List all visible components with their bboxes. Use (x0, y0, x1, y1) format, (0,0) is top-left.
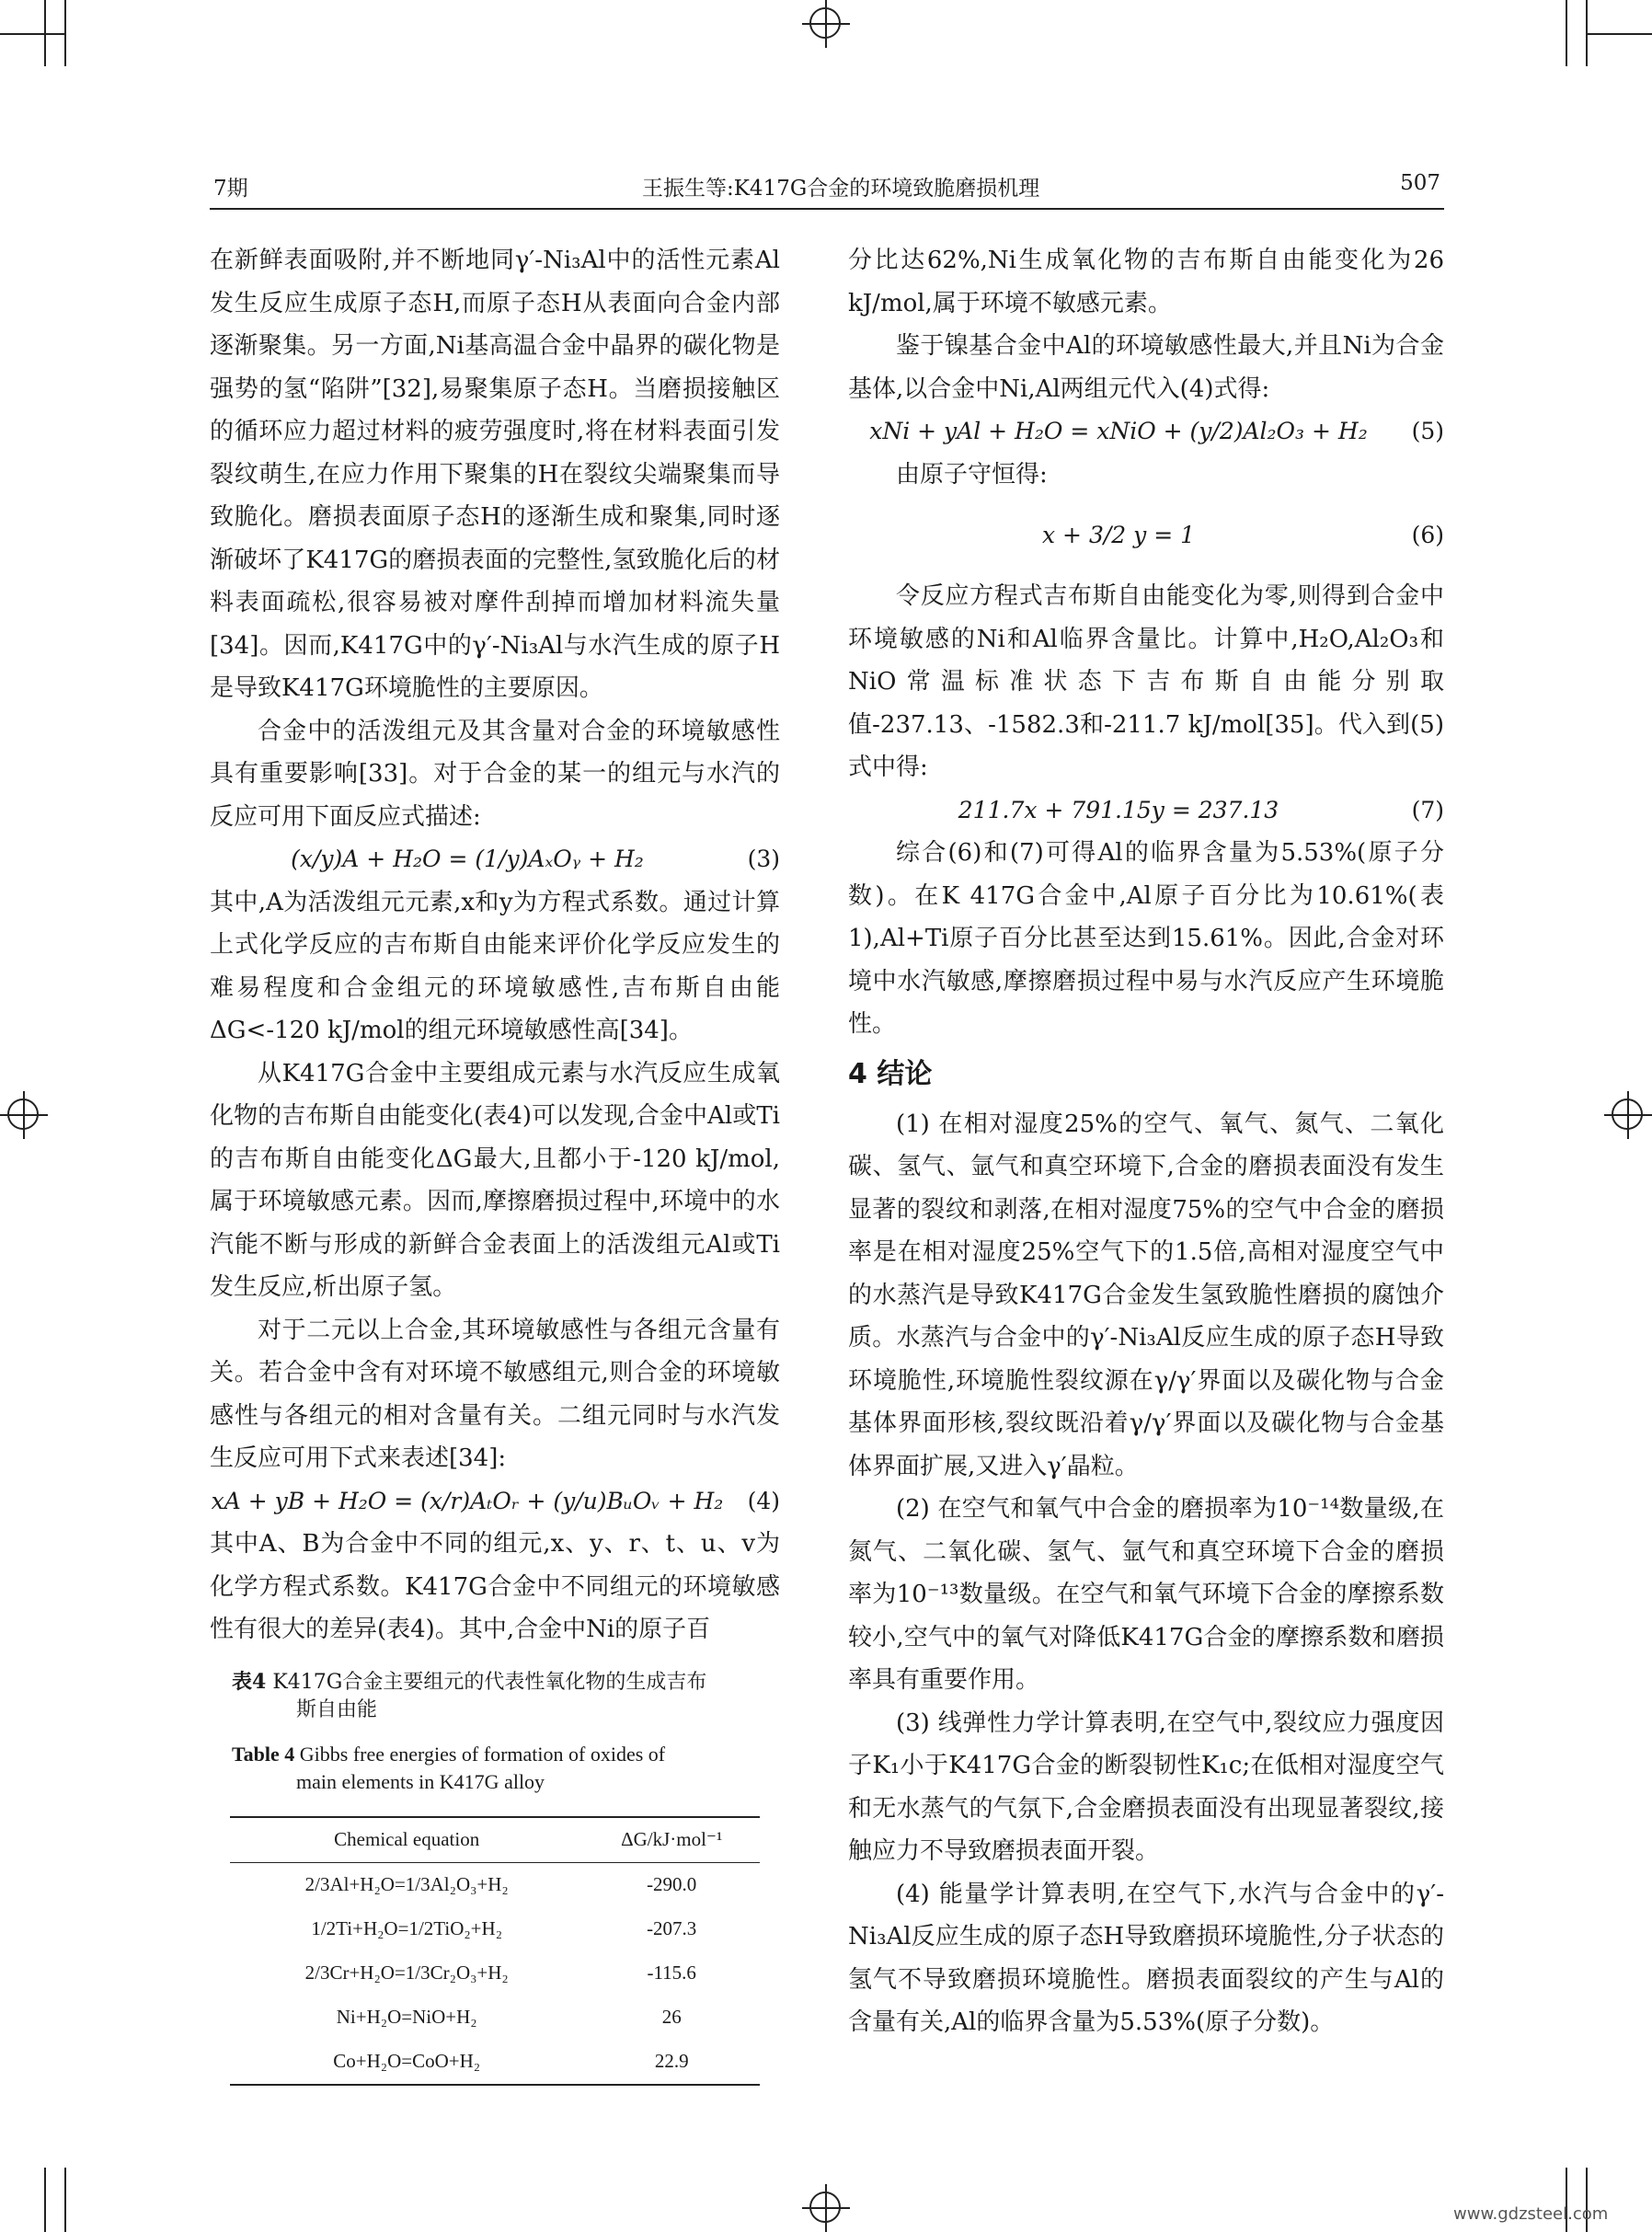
paragraph: 合金中的活泼组元及其含量对合金的环境敏感性具有重要影响[33]。对于合金的某一的组元与水汽的反应可用下面反应式描述: (210, 717, 780, 831)
table-cell: -290.0 (647, 1873, 697, 1895)
equation-number: (4) (747, 1487, 780, 1514)
table-caption-zh-text: K417G合金主要组元的代表性氧化物的生成吉布 (272, 1670, 707, 1694)
right-column (848, 239, 1444, 2044)
equation-body: xNi + yAl + H₂O = xNiO + (y/2)Al₂O₃ + H₂ (869, 418, 1368, 444)
table-cell: 26 (661, 2006, 682, 2028)
registration-mark-top (802, 0, 850, 48)
equation-number: (7) (1411, 796, 1444, 823)
equation-number: (6) (1411, 522, 1444, 548)
equation-6 (848, 496, 1444, 575)
table-row (230, 1996, 760, 2040)
equation-number: (3) (747, 846, 780, 872)
crop-mark-bottom-left-v (44, 2168, 46, 2232)
paragraph: 由原子守恒得: (896, 460, 1048, 489)
table-cell: 2/3Al+H₂O=1/3Al₂O₃+H₂ (304, 1873, 509, 1895)
crop-mark-top-right-h (1586, 33, 1652, 35)
table-caption-en-cont: main elements in K417G alloy (296, 1769, 545, 1793)
equation-4 (210, 1480, 780, 1524)
paragraph: 分比达62%,Ni生成氧化物的吉布斯自由能变化为26 kJ/mol,属于环境不敏感元素。 (848, 247, 1444, 317)
crop-mark-top-left-h (0, 33, 66, 35)
paragraph: 从K417G合金中主要组成元素与水汽反应生成氧化物的吉布斯自由能变化(表4)可以发现,合金中Al或Ti的吉布斯自由能变化ΔG最大,且都小于-120 kJ/mol,属于环境敏感元素。因而,摩擦磨损过程中,环境中的水汽能不断与形成的新鲜合金表面上的活泼组元Al或Ti发生反应,析出原子氢。 (210, 1059, 780, 1301)
table-row (230, 1862, 760, 1907)
equation-body: xA + yB + H₂O = (x/r)AₜOᵣ + (y/u)BᵤOᵥ + H₂ (211, 1487, 724, 1514)
column-header: ΔG/kJ·mol⁻¹ (621, 1828, 723, 1850)
table-row (230, 1907, 760, 1951)
paragraph: 鉴于镍基合金中Al的环境敏感性最大,并且Ni为合金基体,以合金中Ni,Al两组元代入(4)式得: (848, 332, 1444, 403)
equation-5 (848, 410, 1444, 454)
conclusion-item: (3) 线弹性力学计算表明,在空气中,裂纹应力强度因子K₁小于K417G合金的断裂韧性K₁c;在低相对湿度空气和无水蒸气的气氛下,合金磨损表面没有出现显著裂纹,接触应力不导致磨损表面开裂。 (848, 1709, 1444, 1865)
table-header-row (230, 1817, 760, 1863)
paragraph: 令反应方程式吉布斯自由能变化为零,则得到合金中环境敏感的Ni和Al临界含量比。计算中,H₂O,Al₂O₃和NiO常温标准状态下吉布斯自由能分别取值-237.13、-1582.3和-211.7 kJ/mol[35]。代入到(5)式中得: (848, 582, 1444, 781)
column-header: Chemical equation (334, 1828, 480, 1850)
table-cell: -207.3 (647, 1917, 697, 1939)
paragraph: 对于二元以上合金,其环境敏感性与各组元含量有关。若合金中含有对环境不敏感组元,则合金的环境敏感性与各组元的相对含量有关。二组元同时与水汽发生反应可用下式来表述[34]: (210, 1316, 780, 1472)
left-column (210, 239, 780, 2086)
equation-body: (x/y)A + H₂O = (1/y)AₓOᵧ + H₂ (291, 846, 644, 872)
running-title: 王振生等:K417G合金的环境致脆磨损机理 (642, 177, 1040, 201)
registration-mark-right (1604, 1091, 1652, 1139)
equation-body: x + 3/2 y = 1 (1042, 522, 1195, 548)
page-number: 507 (1400, 171, 1440, 195)
table-caption-zh-cont: 斯自由能 (296, 1697, 378, 1721)
results-table (230, 1816, 760, 2086)
table-caption-zh (210, 1668, 780, 1724)
registration-mark-left (0, 1091, 48, 1139)
table-caption-en-text: Gibbs free energies of formation of oxides of (299, 1742, 666, 1766)
paragraph: 综合(6)和(7)可得Al的临界含量为5.53%(原子分数)。在K 417G合金中,Al原子百分比为10.61%(表1),Al+Ti原子百分比甚至达到15.61%。因此,合金对环境中水汽敏感,摩擦磨损过程中易与水汽反应产生环境脆性。 (848, 839, 1444, 1038)
table-cell: -115.6 (647, 1962, 696, 1984)
equation-3 (210, 838, 780, 881)
table-caption-en (210, 1741, 780, 1796)
table-row (230, 2040, 760, 2085)
equation-7 (848, 789, 1444, 833)
registration-mark-bottom (802, 2184, 850, 2232)
equation-number: (5) (1411, 418, 1444, 444)
table-cell: 22.9 (654, 2050, 689, 2072)
table-cell: 1/2Ti+H₂O=1/2TiO₂+H₂ (311, 1917, 503, 1939)
header-rule (210, 208, 1444, 210)
equation-body: 211.7x + 791.15y = 237.13 (958, 796, 1279, 823)
table-cell: 2/3Cr+H₂O=1/3Cr₂O₃+H₂ (304, 1962, 509, 1984)
watermark: www.gdzsteel.com (1453, 2204, 1609, 2224)
paragraph: 其中,A为活泼组元元素,x和y为方程式系数。通过计算上式化学反应的吉布斯自由能来评价化学反应发生的难易程度和合金组元的环境敏感性,吉布斯自由能ΔG<-120 kJ/mol的组元环境敏感性高[34]。 (210, 888, 780, 1044)
conclusion-item: (4) 能量学计算表明,在空气下,水汽与合金中的γ′-Ni₃Al反应生成的原子态H导致磨损环境脆性,分子状态的氢气不导致磨损环境脆性。磨损表面裂纹的产生与Al的含量有关,Al的临界含量为5.53%(原子分数)。 (848, 1880, 1444, 2036)
table-cell: Ni+H₂O=NiO+H₂ (336, 2006, 477, 2028)
crop-mark-top-right-v (1566, 0, 1567, 66)
paragraph: 其中A、B为合金中不同的组元,x、y、r、t、u、v为化学方程式系数。K417G合金中不同组元的环境敏感性有很大的差异(表4)。其中,合金中Ni的原子百 (210, 1530, 780, 1643)
crop-mark-bottom-left-v2 (64, 2168, 66, 2232)
conclusion-item: (2) 在空气和氧气中合金的磨损率为10⁻¹⁴数量级,在氮气、二氧化碳、氢气、氩气和真空环境下合金的磨损率为10⁻¹³数量级。在空气和氧气环境下合金的摩擦系数较小,空气中的氧气对降低K417G合金的摩擦系数和磨损率具有重要作用。 (848, 1495, 1444, 1694)
issue-label: 7期 (213, 177, 248, 201)
table-row (230, 1951, 760, 1996)
running-header (210, 171, 1444, 204)
table-label-en: Table 4 (232, 1742, 295, 1766)
table-label-zh: 表4 (232, 1669, 267, 1694)
conclusion-item: (1) 在相对湿度25%的空气、氧气、氮气、二氧化碳、氢气、氩气和真空环境下,合金的磨损表面没有发生显著的裂纹和剥落,在相对湿度75%的空气中合金的磨损率是在相对湿度25%空气下的1.5倍,高相对湿度空气中的水蒸汽是导致K417G合金发生氢致脆性磨损的腐蚀介质。水蒸汽与合金中的γ′-Ni₃Al反应生成的原子态H导致环境脆性,环境脆性裂纹源在γ/γ′界面以及碳化物与合金基体界面形核,裂纹既沿着γ/γ′界面以及碳化物与合金基体界面扩展,又进入γ′晶粒。 (848, 1110, 1444, 1480)
table-cell: Co+H₂O=CoO+H₂ (333, 2050, 481, 2072)
paragraph: 在新鲜表面吸附,并不断地同γ′-Ni₃Al中的活性元素Al发生反应生成原子态H,而原子态H从表面向合金内部逐渐聚集。另一方面,Ni基高温合金中晶界的碳化物是强势的氢“陷阱”[32],易聚集原子态H。当磨损接触区的循环应力超过材料的疲劳强度时,将在材料表面引发裂纹萌生,在应力作用下聚集的H在裂纹尖端聚集而导致脆化。磨损表面原子态H的逐渐生成和聚集,同时逐渐破坏了K417G的磨损表面的完整性,氢致脆化后的材料表面疏松,很容易被对摩件刮掉而增加材料流失量[34]。因而,K417G中的γ′-Ni₃Al与水汽生成的原子H是导致K417G环境脆性的主要原因。 (210, 247, 780, 702)
section-heading: 4 结论 (848, 1057, 933, 1090)
